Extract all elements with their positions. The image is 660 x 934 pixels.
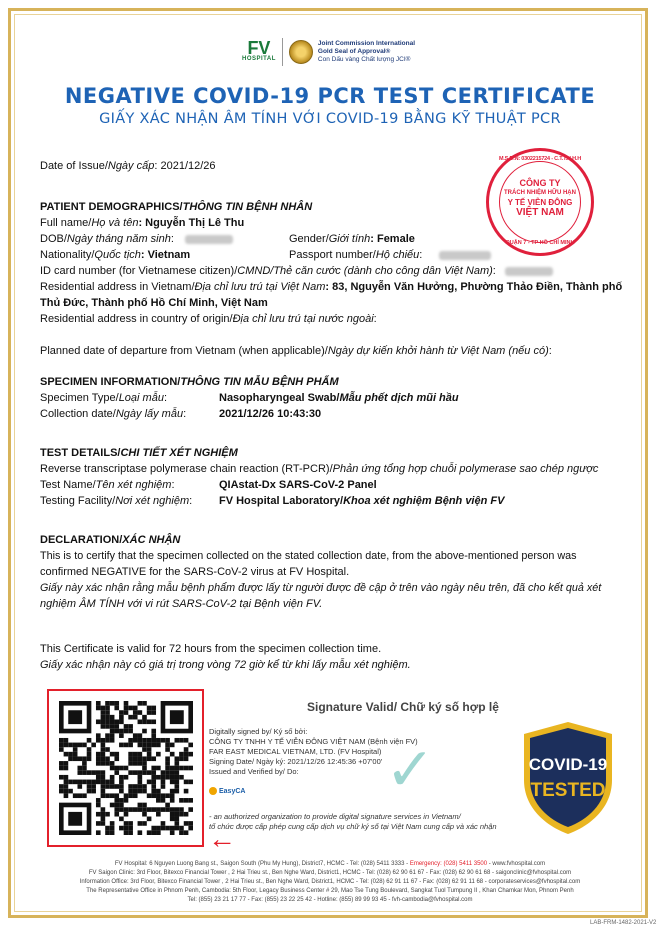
declaration-vn-1: Giấy này xác nhận rằng mẫu bệnh phẩm được lấy từ người được đề cập ở trên vào ngày nêu trên, đã cho kết quả xét	[40, 582, 602, 594]
easyca-logo	[209, 787, 245, 795]
dob-redacted	[185, 235, 233, 244]
covid-tested-badge	[520, 720, 616, 836]
id-card-row: ID card number (for Vietnamese citizen)/CMND/Thẻ căn cước (dành cho công dân Việt Nam):	[40, 264, 553, 279]
footer-line-5: Tel: (855) 23 21 17 77 - Fax: (855) 23 22 25 42 - Hotline: (855) 89 99 93 45 - fvh-cambodia@fvhospital.com	[187, 897, 473, 903]
jci-line-1: Joint Commission International	[317, 40, 416, 47]
jci-text	[318, 40, 415, 64]
nationality-row: Nationality/Quốc tịch: Vietnam	[40, 249, 191, 261]
qr-code[interactable]	[59, 701, 193, 835]
footer-line-4: The Representative Office in Phnom Penh, Cambodia: 5th Floor, Legacy Business Center # 29, Mao Tse Tung Boulevard, Sangkat Tuol Tumpung II , Khan Chamkar Mon, Phnom Penh	[86, 888, 574, 894]
fv-logo	[242, 38, 276, 63]
sig-line-7: tổ chức được cấp phép cung cấp dịch vụ chữ ký số tại Việt Nam cung cấp và xác nhận	[209, 822, 497, 831]
sig-line-6: - an authorized organization to provide digital signature services in Vietnam/	[209, 812, 461, 821]
specimen-type-value: Nasopharyngeal Swab/Mẫu phết dịch mũi hầu	[219, 392, 459, 404]
declaration-en-1: This is to certify that the specimen collected on the stated collection date, from the above-mentioned person was	[40, 550, 577, 562]
validity-en: This Certificate is valid for 72 hours from the specimen collection time.	[40, 643, 382, 655]
checkmark-icon: ✓	[385, 736, 436, 803]
specimen-type-label: Specimen Type/Loại mẫu:	[40, 392, 168, 404]
logo-divider	[282, 38, 283, 66]
passport-redacted	[439, 251, 491, 260]
gender-row: Gender/Giới tính: Female	[289, 233, 415, 245]
declaration-heading: DECLARATION/XÁC NHẬN	[40, 534, 181, 546]
footer-line-2: FV Saigon Clinic: 3rd Floor, Bitexco Financial Tower , 2 Hai Trieu st., Ben Nghe Ward, District1, HCMC - Tel: (028) 62 90 61 67 - Fax: (028) 62 90 61 68 - saigonclinic@fvhospital.com	[88, 870, 572, 876]
sig-line-5: Issued and Verified by/ Do:	[209, 767, 299, 776]
jci-seal-icon	[289, 40, 313, 64]
arrow-left-icon: ←	[208, 823, 236, 854]
jci-line-2: Gold Seal of Approval®	[317, 48, 391, 55]
patient-heading: PATIENT DEMOGRAPHICS/THÔNG TIN BỆNH NHÂN	[40, 201, 313, 213]
stamp-line-4: VIỆT NAM	[516, 207, 564, 218]
origin-address-row: Residential address in country of origin/Địa chỉ lưu trú tại nước ngoài:	[40, 313, 377, 325]
title-vietnamese: GIẤY XÁC NHẬN ÂM TÍNH VỚI COVID-19 BẰNG KỸ THUẬT PCR	[99, 111, 561, 127]
stamp-bottom-text: QUẬN 7 - TP HỒ CHÍ MINH	[505, 240, 575, 246]
residential-row: Residential address in Vietnam/Địa chỉ lưu trú tại Việt Nam: 83, Nguyễn Văn Hưởng, Phường Thảo Điền, Thành phố	[40, 281, 623, 293]
validity-vn: Giấy xác nhận này có giá trị trong vòng 72 giờ kể từ khi lấy mẫu xét nghiệm.	[40, 659, 411, 671]
test-method: Reverse transcriptase polymerase chain reaction (RT-PCR)/Phản ứng tổng hợp chuỗi polymerase sao chép ngược	[40, 463, 599, 475]
easyca-text: EasyCA	[219, 787, 246, 795]
stamp-line-2: TRÁCH NHIỆM HỮU HẠN	[504, 190, 576, 196]
dob-row: DOB/Ngày tháng năm sinh:	[40, 232, 233, 247]
form-code: LAB-FRM-1482-2021-V2	[590, 920, 657, 926]
signature-valid-title: Signature Valid/ Chữ ký số hợp lệ	[307, 700, 499, 714]
footer-line-1: FV Hospital: 6 Nguyen Luong Bang st., Saigon South (Phu My Hung), District7, HCMC - Tel: (028) 5411 3333 - Emergency: (028) 5411 3500 - www.fvhospital.com	[114, 861, 546, 867]
sig-line-2: CÔNG TY TNHH Y TẾ VIỄN ĐÔNG VIỆT NAM (Bệnh viện FV)	[209, 737, 418, 746]
stamp-top-text: M.S.D.N: 0302215724 - C.T.T.N.H.H	[498, 156, 582, 162]
hospital-logo	[242, 38, 415, 66]
stamp-line-3: Y TẾ VIỄN ĐÔNG	[507, 198, 573, 207]
declaration-en-2: confirmed NEGATIVE for the SARS-CoV-2 virus at FV Hospital.	[40, 566, 350, 578]
date-of-issue: Date of Issue/Ngày cấp: 2021/12/26	[40, 160, 216, 172]
passport-row: Passport number/Hộ chiếu:	[289, 248, 491, 263]
test-heading: TEST DETAILS/CHI TIẾT XÉT NGHIỆM	[40, 447, 238, 459]
testing-facility-value: FV Hospital Laboratory/Khoa xét nghiệm Bệnh viện FV	[219, 495, 505, 507]
specimen-heading: SPECIMEN INFORMATION/THÔNG TIN MẪU BỆNH PHẨM	[40, 376, 339, 388]
jci-line-3: Con Dấu vàng Chất lượng JCI®	[317, 56, 411, 63]
departure-row: Planned date of departure from Vietnam (when applicable)/Ngày dự kiến khởi hành từ Việt Nam (nếu có):	[40, 345, 552, 357]
badge-line-2: TESTED	[530, 780, 606, 801]
test-name-value: QIAstat-Dx SARS-CoV-2 Panel	[219, 479, 377, 491]
sig-line-4: Signing Date/ Ngày ký: 2021/12/26 12:45:36 +07'00'	[209, 757, 383, 766]
easyca-icon	[209, 787, 217, 795]
stamp-line-1: CÔNG TY	[519, 178, 561, 188]
fv-logo-text: FV	[247, 38, 271, 58]
qr-code-frame	[47, 689, 204, 847]
company-stamp	[486, 148, 594, 256]
test-name-label: Test Name/Tên xét nghiệm:	[40, 479, 175, 491]
collection-date-value: 2021/12/26 10:43:30	[219, 408, 322, 420]
title-english: NEGATIVE COVID-19 PCR TEST CERTIFICATE	[64, 84, 596, 108]
declaration-vn-2: nghiệm ÂM TÍNH với vi rút SARS-CoV-2 tại Bệnh viện FV.	[40, 598, 323, 610]
sig-line-3: FAR EAST MEDICAL VIETNAM, LTD. (FV Hospital)	[209, 747, 382, 756]
badge-line-1: COVID-19	[528, 755, 608, 774]
sig-line-1: Digitally signed by/ Ký số bởi:	[209, 727, 308, 736]
fv-logo-sub: HOSPITAL	[242, 56, 276, 62]
full-name-row: Full name/Họ và tên: Nguyễn Thị Lê Thu	[40, 217, 245, 229]
footer-line-3: Information Office: 3rd Floor, Bitexco Financial Tower , 2 Hai Trieu st., Ben Nghe Ward, District1, HCMC - Tel: (028) 62 91 11 67 - Fax: (028) 62 91 11 68 - corporateservices@fvhospital.com	[79, 879, 581, 885]
collection-date-label: Collection date/Ngày lấy mẫu:	[40, 408, 187, 420]
id-card-redacted	[505, 267, 553, 276]
testing-facility-label: Testing Facility/Nơi xét nghiệm:	[40, 495, 193, 507]
residential-row-2: Thủ Đức, Thành phố Hồ Chí Minh, Việt Nam	[40, 297, 268, 309]
